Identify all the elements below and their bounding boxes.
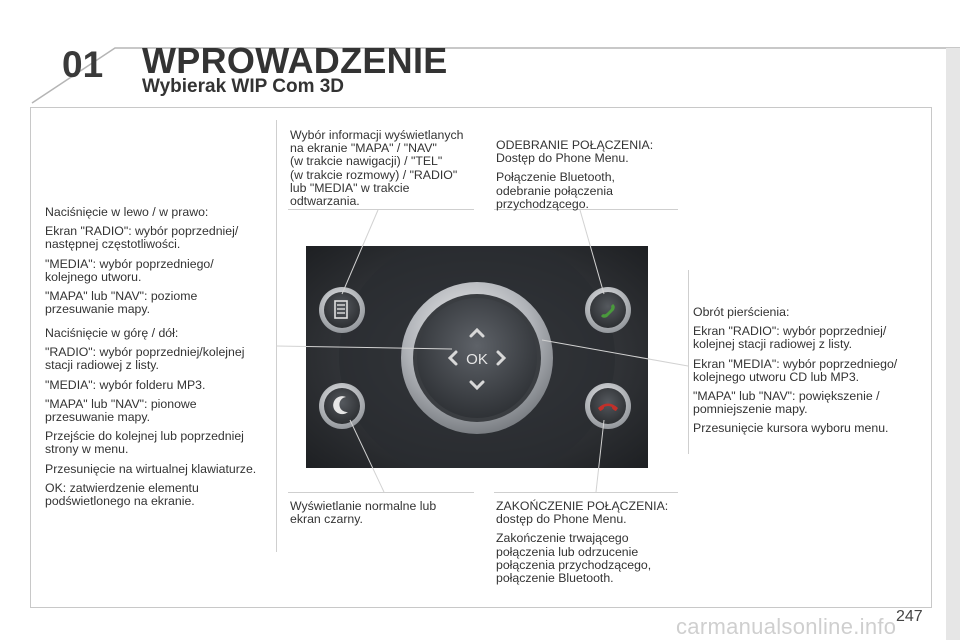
text-line: Zakończenie trwającego połączenia lub odrzucenie połączenia przychodzącego, połączenie Bluetooth. bbox=[496, 531, 652, 586]
page-subtitle: Wybierak WIP Com 3D bbox=[142, 76, 345, 97]
text-line: Wybór informacji wyświetlanych na ekranie "MAPA" / "NAV" (w trakcie nawigacji) / "TEL" (w trakcie rozmowy) / "RADIO" lub "MEDIA" w trakcie odtwarzania. bbox=[290, 128, 464, 209]
text-line: ZAKOŃCZENIE POŁĄCZENIA: dostęp do Phone Menu. bbox=[496, 499, 669, 527]
ok-button-label[interactable]: OK bbox=[466, 351, 488, 368]
text-line: Ekran "MEDIA": wybór poprzedniego/ kolejnego utworu CD lub MP3. bbox=[693, 356, 898, 384]
text-line: Ekran "RADIO": wybór poprzedniej/ kolejnej stacji radiowej z listy. bbox=[693, 324, 887, 352]
text-line: "MAPA" lub "NAV": poziome przesuwanie mapy. bbox=[45, 289, 198, 317]
chapter-number: 01 bbox=[62, 44, 104, 85]
text-line: Obrót pierścienia: bbox=[693, 305, 790, 319]
text-line: Naciśnięcie w lewo / w prawo: bbox=[45, 205, 209, 219]
text-line: Wyświetlanie normalne lub ekran czarny. bbox=[290, 499, 437, 527]
page-number: 247 bbox=[896, 608, 923, 625]
text-line: Naciśnięcie w górę / dół: bbox=[45, 326, 179, 340]
text-line: Ekran "RADIO": wybór poprzedniej/ następnej częstotliwości. bbox=[45, 224, 239, 252]
text-line: Połączenie Bluetooth, odebranie połączenia przychodzącego. bbox=[496, 170, 615, 211]
text-line: OK: zatwierdzenie elementu podświetlonego na ekranie. bbox=[45, 481, 199, 509]
watermark: carmanualsonline.info bbox=[676, 614, 897, 639]
text-line: "MEDIA": wybór poprzedniego/ kolejnego utworu. bbox=[45, 256, 214, 284]
text-line: "MEDIA": wybór folderu MP3. bbox=[45, 377, 206, 392]
text-line: "MAPA" lub "NAV": pionowe przesuwanie mapy. bbox=[45, 396, 197, 425]
text-line: "MAPA" lub "NAV": powiększenie / pomniejszenie mapy. bbox=[693, 389, 880, 417]
page-title: WPROWADZENIE bbox=[142, 40, 448, 81]
text-line: "RADIO": wybór poprzedniej/kolejnej stacji radiowej z listy. bbox=[45, 345, 245, 373]
text-line: Przejście do kolejnej lub poprzedniej strony w menu. bbox=[45, 429, 244, 457]
text-line: Przesunięcie na wirtualnej klawiaturze. bbox=[45, 461, 257, 476]
text-line: ODEBRANIE POŁĄCZENIA: Dostęp do Phone Menu. bbox=[496, 138, 654, 166]
text-line: Przesunięcie kursora wyboru menu. bbox=[693, 421, 889, 436]
